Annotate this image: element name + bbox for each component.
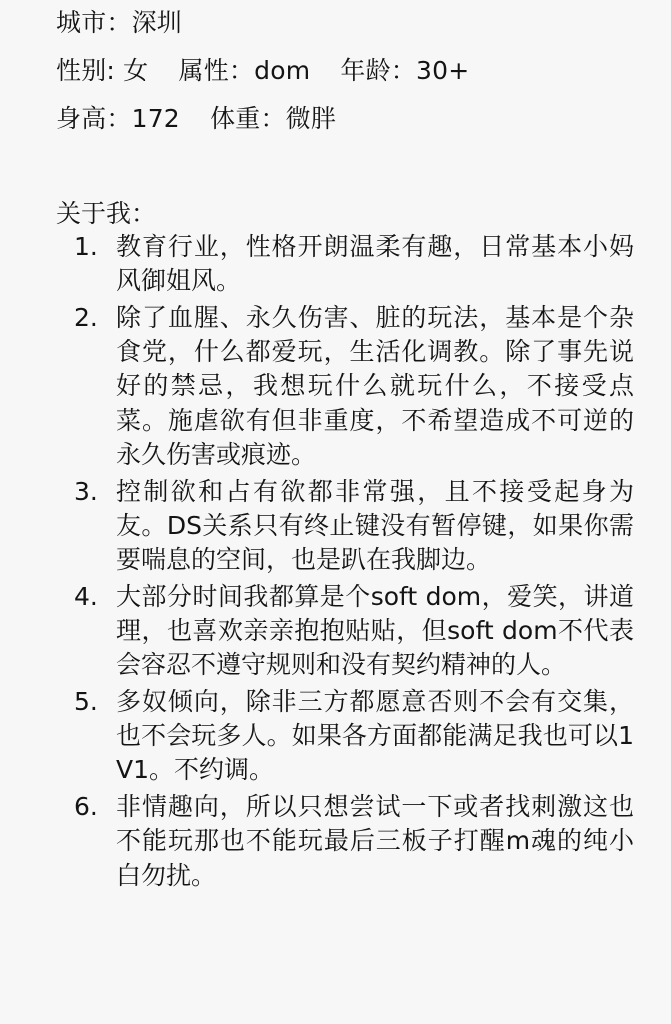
height-text: 身高：172 [56, 104, 180, 133]
list-item-text: 大部分时间我都算是个soft dom，爱笑，讲道理，也喜欢亲亲抱抱贴贴，但soft dom不代表会容忍不遵守规则和没有契约精神的人。 [116, 581, 634, 680]
attribute-text: 属性：dom [178, 56, 311, 85]
list-item-number: 5. [74, 687, 98, 717]
list-item-number: 2. [74, 303, 98, 332]
list-item [74, 475, 634, 578]
city-line [56, 6, 182, 40]
city-text: 城市：深圳 [56, 8, 183, 37]
list-item-text: 多奴倾向，除非三方都愿意否则不会有交集，也不会玩多人。如果各方面都能满足我也可以1V1。不约调。 [116, 687, 634, 785]
list-item-text: 除了血腥、永久伤害、脏的玩法，基本是个杂食党，什么都爱玩，生活化调教。除了事先说好的禁忌，我想玩什么就玩什么，不接受点菜。施虐欲有但非重度，不希望造成不可逆的永久伤害或痕迹。 [116, 303, 634, 469]
age-text: 年龄：30+ [340, 56, 470, 85]
about-list [74, 230, 634, 895]
basic-info-line [56, 54, 469, 88]
list-item [74, 301, 634, 472]
list-item-text: 控制欲和占有欲都非常强，且不接受起身为友。DS关系只有终止键没有暂停键，如果你需要喘息的空间，也是趴在我脚边。 [116, 476, 634, 575]
body-info-line [56, 102, 336, 136]
list-item-number: 6. [74, 792, 98, 822]
list-item-number: 3. [74, 476, 98, 506]
list-item [74, 580, 634, 683]
gender-text: 性别: 女 [56, 56, 149, 85]
list-item [74, 685, 634, 788]
list-item-number: 1. [74, 232, 98, 261]
list-item-text: 教育行业，性格开朗温柔有趣，日常基本小妈风御姐风。 [116, 232, 634, 296]
about-heading: 关于我： [56, 199, 157, 228]
list-item-number: 4. [74, 581, 98, 611]
weight-text: 体重：微胖 [210, 104, 337, 133]
list-item [74, 790, 634, 893]
list-item [74, 230, 634, 298]
list-item-text: 非情趣向，所以只想尝试一下或者找刺激这也不能玩那也不能玩最后三板子打醒m魂的纯小白勿扰。 [116, 792, 634, 890]
